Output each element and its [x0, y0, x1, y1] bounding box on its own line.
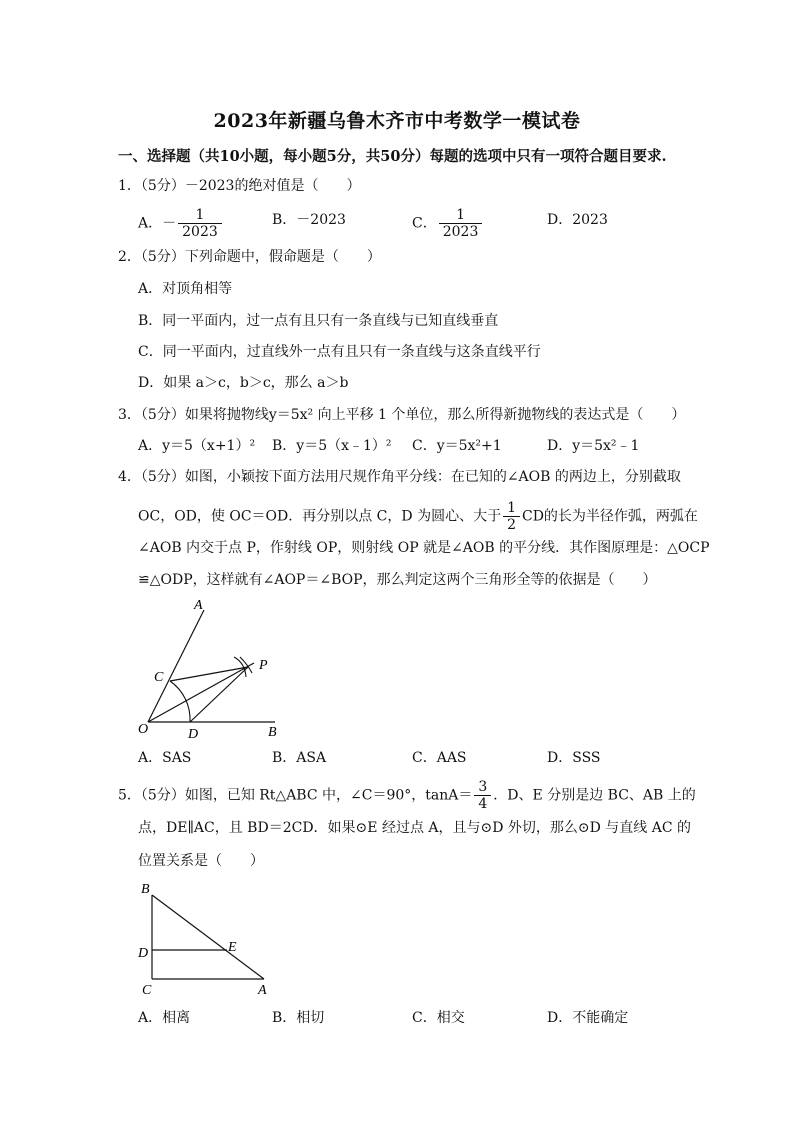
q4-fraction: $\frac{1}{2}$ [503, 500, 520, 533]
q1-option-c[interactable] [412, 207, 484, 240]
q1-a-prefix: A．－ [138, 215, 177, 232]
q1-stem: 1．（5分）－2023的绝对值是（ ） [118, 178, 361, 194]
q1-c-prefix: C． [412, 215, 437, 232]
q1-option-b[interactable]: B．－2023 [272, 212, 346, 228]
q5-label-e: E [228, 940, 237, 955]
q4-line-3: ∠AOB 内交于点 P，作射线 OP，则射线 OP 就是∠AOB 的平分线．其作图原理是：△OCP [138, 540, 710, 556]
q5-label-c: C [142, 983, 152, 998]
q5-fraction: $\frac{3}{4}$ [474, 779, 491, 812]
q2-option-d[interactable]: D．如果 a＞c，b＞c，那么 a＞b [138, 375, 349, 391]
q2-stem: 2．（5分）下列命题中，假命题是（ ） [118, 249, 381, 265]
section-heading: 一、选择题（共10小题，每小题5分，共50分）每题的选项中只有一项符合题目要求. [118, 148, 667, 165]
q3-option-b[interactable]: B．y＝5（x﹣1）² [272, 438, 392, 454]
q4-option-c[interactable]: C．AAS [412, 750, 467, 766]
q2-option-a[interactable]: A．对顶角相等 [138, 281, 233, 297]
q4-label-b: B [268, 725, 277, 740]
q4-option-b[interactable]: B．ASA [272, 750, 327, 766]
q4-arc-cd [170, 681, 190, 722]
q2-option-b[interactable]: B．同一平面内，过一点有且只有一条直线与已知直线垂直 [138, 313, 499, 329]
q4-option-a[interactable]: A．SAS [138, 750, 192, 766]
q4-label-o: O [138, 722, 149, 737]
q2-option-c[interactable]: C．同一平面内，过直线外一点有且只有一条直线与这条直线平行 [138, 344, 541, 360]
q4-label-c: C [154, 670, 164, 685]
q4-figure [130, 595, 300, 745]
q4-label-d: D [188, 727, 199, 742]
q4-line-4: ≌△ODP，这样就有∠AOP＝∠BOP，那么判定这两个三角形全等的依据是（ ） [138, 572, 657, 588]
q4-ray-op [148, 663, 254, 722]
q3-option-d[interactable]: D．y＝5x²﹣1 [547, 438, 640, 454]
q5-label-d: D [138, 946, 149, 961]
q4-label-a: A [194, 598, 203, 613]
q5-option-c[interactable]: C．相交 [412, 1010, 465, 1026]
page-title: 2023年新疆乌鲁木齐市中考数学一模试卷 [213, 110, 581, 132]
q5-option-a[interactable]: A．相离 [138, 1010, 191, 1026]
q5-figure [130, 875, 280, 1000]
q4-option-d[interactable]: D．SSS [547, 750, 601, 766]
q5-side-ab [152, 895, 264, 979]
q5-label-b: B [141, 882, 150, 897]
q1-option-d[interactable]: D．2023 [547, 212, 608, 228]
q4-line-1: 4．（5分）如图，小颖按下面方法用尺规作角平分线：在已知的∠AOB 的两边上，分别截取 [118, 469, 681, 485]
q4-line-2: OC，OD，使 OC＝OD．再分别以点 C，D 为圆心、大于 $\frac{1}{2}$ CD的长为半径作弧，两弧在 [138, 500, 698, 533]
q5-option-d[interactable]: D．不能确定 [547, 1010, 629, 1026]
q3-stem: 3．（5分）如果将抛物线y＝5x² 向上平移 1 个单位，那么所得新抛物线的表达式是（ ） [118, 407, 686, 423]
q5-label-a: A [258, 983, 267, 998]
q5-line-3: 位置关系是（ ） [138, 853, 264, 869]
q1-c-fraction: $\frac{1}{2023}$ [439, 207, 483, 240]
q3-option-c[interactable]: C．y＝5x²+1 [412, 438, 502, 454]
q1-option-a[interactable] [138, 207, 224, 240]
q5-line-1: 5．（5分）如图，已知 Rt△ABC 中，∠C＝90°，tanA＝ $\frac{3}{4}$ ．D、E 分别是边 BC、AB 上的 [118, 779, 696, 812]
q4-label-p: P [259, 658, 268, 673]
q5-option-b[interactable]: B．相切 [272, 1010, 325, 1026]
q3-option-a[interactable]: A．y＝5（x+1）² [138, 438, 256, 454]
q4-ray-oa [148, 610, 204, 722]
q1-a-fraction: $\frac{1}{2023}$ [178, 207, 222, 240]
q5-line-2: 点，DE∥AC，且 BD＝2CD．如果⊙E 经过点 A，且与⊙D 外切，那么⊙D 与直线 AC 的 [138, 820, 692, 836]
